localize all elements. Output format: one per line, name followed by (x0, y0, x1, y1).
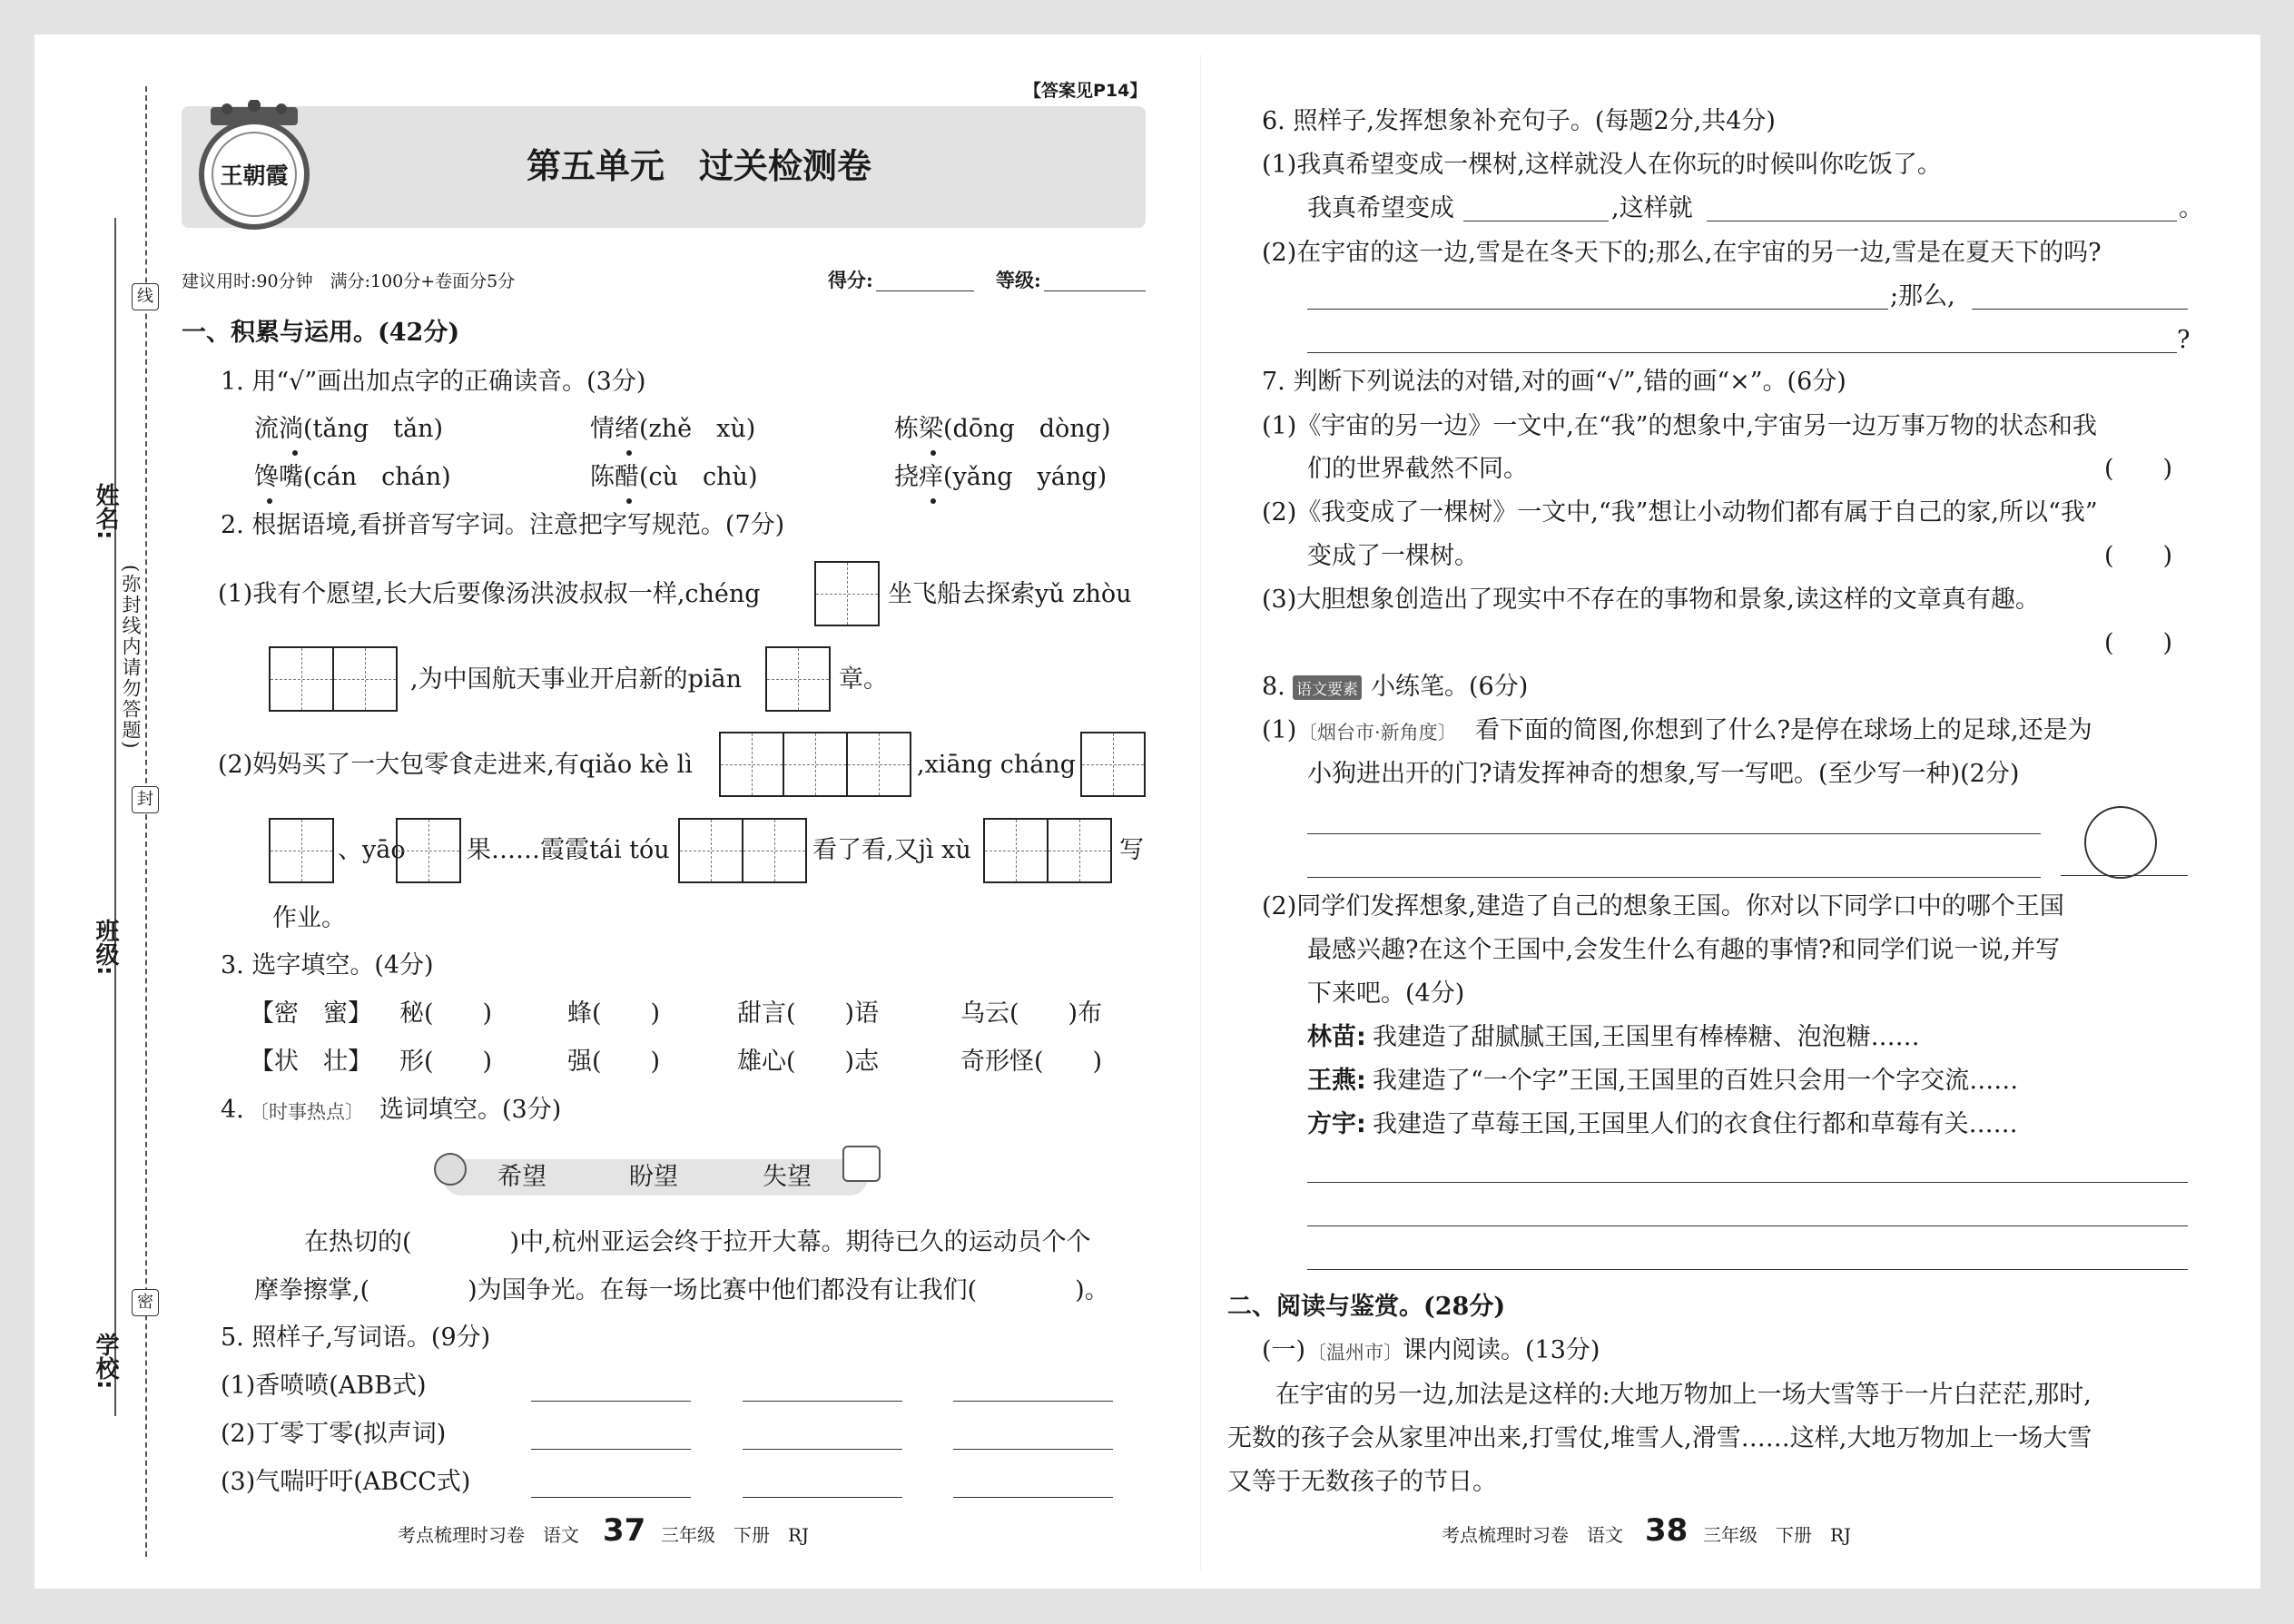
writing-grid[interactable] (269, 646, 398, 712)
q2-text: 坐飞船去探索yǔ zhòu (888, 580, 1132, 608)
answer-line[interactable] (743, 1401, 902, 1402)
student-name: 方宇: (1307, 1110, 1366, 1138)
answer-line[interactable] (531, 1497, 691, 1498)
student-saying: 我建造了草莓王国,王国里人们的衣食住行都和草莓有关…… (1373, 1110, 2018, 1138)
writing-grid[interactable] (983, 818, 1112, 883)
q3-cell: 【状 壮】 (250, 1048, 372, 1076)
q3-cell[interactable]: 雄心( )志 (737, 1048, 880, 1076)
q3-cell[interactable]: 形( ) (399, 1048, 493, 1076)
answer-line[interactable] (1307, 1269, 2188, 1270)
q7-text: 变成了一棵树。 (1307, 542, 1479, 570)
student-saying: 我建造了甜腻腻王国,王国里有棒棒糖、泡泡糖…… (1373, 1023, 1920, 1051)
q7-text: (2)《我变成了一棵树》一文中,“我”想让小动物们都有属于自己的家,所以“我” (1262, 498, 2098, 527)
writing-grid[interactable] (396, 818, 461, 883)
writing-grid[interactable] (269, 818, 334, 883)
q8-text: 小狗进出开的门?请发挥神奇的想象,写一写吧。(至少写一种)(2分) (1307, 760, 2020, 788)
binding-warning: (弥封线内请勿答题) (120, 565, 142, 751)
student-name: 林苗: (1307, 1023, 1366, 1051)
answer-line[interactable] (531, 1449, 691, 1450)
q3-cell[interactable]: 强( ) (567, 1048, 661, 1076)
score-label: 得分: (828, 269, 873, 291)
answer-line[interactable] (1307, 1182, 2188, 1183)
footer-left-grade: 三年级 下册 RJ (661, 1524, 810, 1546)
q1-item[interactable]: 挠痒(yǎng yáng) (894, 463, 1108, 491)
q5-item: (1)香喷喷(ABB式) (221, 1372, 427, 1400)
logo (191, 100, 318, 236)
q7-text: (1)《宇宙的另一边》一文中,在“我”的想象中,宇宙另一边万事万物的状态和我 (1262, 412, 2098, 440)
q2-text: (2)妈妈买了一大包零食走进来,有qiǎo kè lì (218, 751, 693, 779)
q1-title: 1. 用“√”画出加点字的正确读音。(3分) (221, 368, 646, 396)
q8-text: 看下面的简图,你想到了什么?是停在球场上的足球,还是为 (1475, 716, 2092, 744)
q1-item[interactable]: 情绪(zhě xù) (590, 415, 756, 443)
reading-paragraph: 在宇宙的另一边,加法是这样的:大地万物加上一场大雪等于一片白茫茫,那时, (1275, 1381, 2092, 1409)
q8-tag: 语文要素 (1293, 675, 1362, 700)
q2-text: 果……霞霞tái tóu (467, 836, 670, 864)
q8-title: 小练笔。(6分) (1371, 673, 1529, 701)
student-saying: 我建造了“一个字”王国,王国里的百姓只会用一个字交流…… (1373, 1067, 2019, 1095)
q2-title: 2. 根据语境,看拼音写字词。注意把字写规范。(7分) (221, 511, 785, 539)
q3-title: 3. 选字填空。(4分) (221, 951, 434, 979)
q2-text: ,为中国航天事业开启新的piān (410, 665, 742, 694)
q4-line[interactable]: 在热切的( )中,杭州亚运会终于拉开大幕。期待已久的运动员个个 (304, 1228, 1091, 1256)
q6-text: ,这样就 (1611, 194, 1693, 222)
q1-item[interactable]: 陈醋(cù chù) (590, 463, 758, 491)
logo-text: 王朝霞 (220, 162, 289, 189)
footer-left-text: 考点梳理时习卷 语文 (398, 1524, 579, 1546)
q6-text: (2)在宇宙的这一边,雪是在冬天下的;那么,在宇宙的另一边,雪是在夏天下的吗? (1262, 239, 2102, 267)
name-label: 姓名: (92, 483, 119, 540)
writing-grid[interactable] (814, 561, 880, 626)
q6-text: ;那么, (1890, 282, 1955, 310)
word-option: 失望 (763, 1163, 812, 1191)
reading-paragraph: 无数的孩子会从家里冲出来,打雪仗,堆雪人,滑雪……这样,大地万物加上一场大雪 (1227, 1424, 2092, 1452)
seal-dense-mark: 密 (132, 1289, 159, 1316)
school-label: 学校: (92, 1333, 119, 1390)
q2-text: 写 (1119, 836, 1144, 864)
q2-text: 章。 (839, 665, 888, 694)
word-option: 盼望 (629, 1163, 678, 1191)
q8-number: 8. (1262, 673, 1285, 701)
basketball-hoop-icon (842, 1146, 881, 1182)
writing-grid[interactable] (719, 732, 911, 797)
writing-grid[interactable] (678, 818, 807, 883)
word-option: 希望 (497, 1163, 546, 1191)
q6-text: 我真希望变成 (1307, 194, 1454, 222)
q5-item: (3)气喘吁吁(ABCC式) (221, 1468, 471, 1496)
answer-line[interactable] (1307, 877, 2041, 878)
grade-label: 等级: (996, 269, 1041, 291)
q7-title: 7. 判断下列说法的对错,对的画“√”,错的画“×”。(6分) (1262, 368, 1846, 396)
answer-line[interactable] (743, 1497, 902, 1498)
judge-bracket[interactable]: ( ) (2104, 629, 2173, 657)
q8-text: (1) (1262, 716, 1297, 744)
q2-text: 看了看,又jì xù (812, 836, 971, 864)
q3-cell[interactable]: 秘( ) (399, 999, 493, 1028)
q6-title: 6. 照样子,发挥想象补充句子。(每题2分,共4分) (1262, 107, 1776, 135)
q8-text: (2)同学们发挥想象,建造了自己的想象王国。你对以下同学口中的哪个王国 (1262, 892, 2064, 920)
hot-topic-tag: 〔时事热点〕 (250, 1101, 364, 1123)
region-tag: 〔温州市〕 (1307, 1342, 1403, 1363)
q4-title: 选词填空。(3分) (379, 1096, 562, 1124)
q4-line[interactable]: 摩拳擦掌,( )为国争光。在每一场比赛中他们都没有让我们( )。 (254, 1276, 1109, 1304)
q1-item[interactable]: 流淌(tǎng tǎn) (254, 415, 444, 443)
footer-right-text: 考点梳理时习卷 语文 (1442, 1524, 1623, 1546)
answer-line[interactable] (1307, 833, 2041, 834)
q1-item[interactable]: 馋嘴(cán chán) (254, 463, 451, 491)
writing-grid[interactable] (765, 646, 831, 712)
seal-line-mark: 线 (132, 283, 159, 310)
judge-bracket[interactable]: ( ) (2104, 455, 2173, 483)
q8-text: 最感兴趣?在这个王国中,会发生什么有趣的事情?和同学们说一说,并写 (1307, 936, 2061, 964)
page-title: 第五单元 过关检测卷 (527, 146, 872, 186)
seal-seal-mark: 封 (132, 786, 159, 813)
answer-line[interactable] (1307, 352, 2177, 353)
answer-line[interactable] (1307, 1225, 2188, 1226)
q3-cell[interactable]: 奇形怪( ) (960, 1048, 1103, 1076)
writing-grid[interactable] (1080, 732, 1146, 797)
q3-cell: 【密 蜜】 (250, 999, 372, 1028)
sub-section-label: (一) (1262, 1336, 1306, 1364)
section-1-title: 一、积累与运用。(42分) (182, 319, 460, 347)
reading-paragraph: 又等于无数孩子的节日。 (1227, 1468, 1497, 1496)
answer-line[interactable] (531, 1401, 691, 1402)
judge-bracket[interactable]: ( ) (2104, 542, 2173, 570)
q2-text: 作业。 (272, 904, 346, 932)
answer-line[interactable] (953, 1449, 1113, 1450)
answer-line[interactable] (1307, 309, 1888, 310)
q1-item[interactable]: 栋梁(dōng dòng) (894, 415, 1111, 443)
region-tag: 〔烟台市·新角度〕 (1298, 722, 1457, 743)
answer-reference: 【答案见P14】 (1024, 81, 1147, 101)
grade-field[interactable] (1044, 290, 1146, 291)
circle-sketch (2084, 806, 2157, 879)
q2-text: ,xiāng cháng (917, 751, 1077, 779)
q2-text: (1)我有个愿望,长大后要像汤洪波叔叔一样,chéng (218, 580, 761, 608)
answer-line[interactable] (1972, 309, 2188, 310)
q3-cell[interactable]: 蜂( ) (567, 999, 661, 1028)
answer-line[interactable] (743, 1449, 902, 1450)
q3-cell[interactable]: 甜言( )语 (737, 999, 880, 1028)
q6-text: ? (2177, 326, 2191, 354)
q8-text: 下来吧。(4分) (1307, 979, 1465, 1008)
exam-time-score: 建议用时:90分钟 满分:100分+卷面分5分 (182, 271, 516, 291)
section-2-title: 二、阅读与鉴赏。(28分) (1227, 1293, 1506, 1321)
page-number-left: 37 (603, 1512, 646, 1549)
footer-right-grade: 三年级 下册 RJ (1703, 1524, 1852, 1546)
sub-section-title: 课内阅读。(13分) (1403, 1336, 1600, 1364)
q3-cell[interactable]: 乌云( )布 (960, 999, 1103, 1028)
q6-text: 。 (2179, 194, 2203, 222)
q7-text: (3)大胆想象创造出了现实中不存在的事物和景象,读这样的文章真有趣。 (1262, 586, 2040, 614)
class-label: 班级: (92, 919, 119, 976)
q6-example: (1)我真希望变成一棵树,这样就没人在你玩的时候叫你吃饭了。 (1262, 151, 1942, 179)
q5-item: (2)丁零丁零(拟声词) (221, 1420, 447, 1448)
q5-title: 5. 照样子,写词语。(9分) (221, 1324, 491, 1352)
q2-text: 、yāo (338, 836, 406, 864)
answer-line[interactable] (953, 1497, 1113, 1498)
score-field[interactable] (876, 290, 974, 291)
q7-text: 们的世界截然不同。 (1307, 455, 1528, 483)
q4-number: 4. (221, 1096, 244, 1124)
basketball-icon (434, 1153, 467, 1186)
ground-line (2061, 875, 2188, 876)
binding-solid-line (114, 218, 116, 1416)
student-name: 王燕: (1307, 1067, 1366, 1095)
page-number-right: 38 (1645, 1512, 1689, 1549)
center-divider (1200, 54, 1201, 1570)
answer-line[interactable] (953, 1401, 1113, 1402)
